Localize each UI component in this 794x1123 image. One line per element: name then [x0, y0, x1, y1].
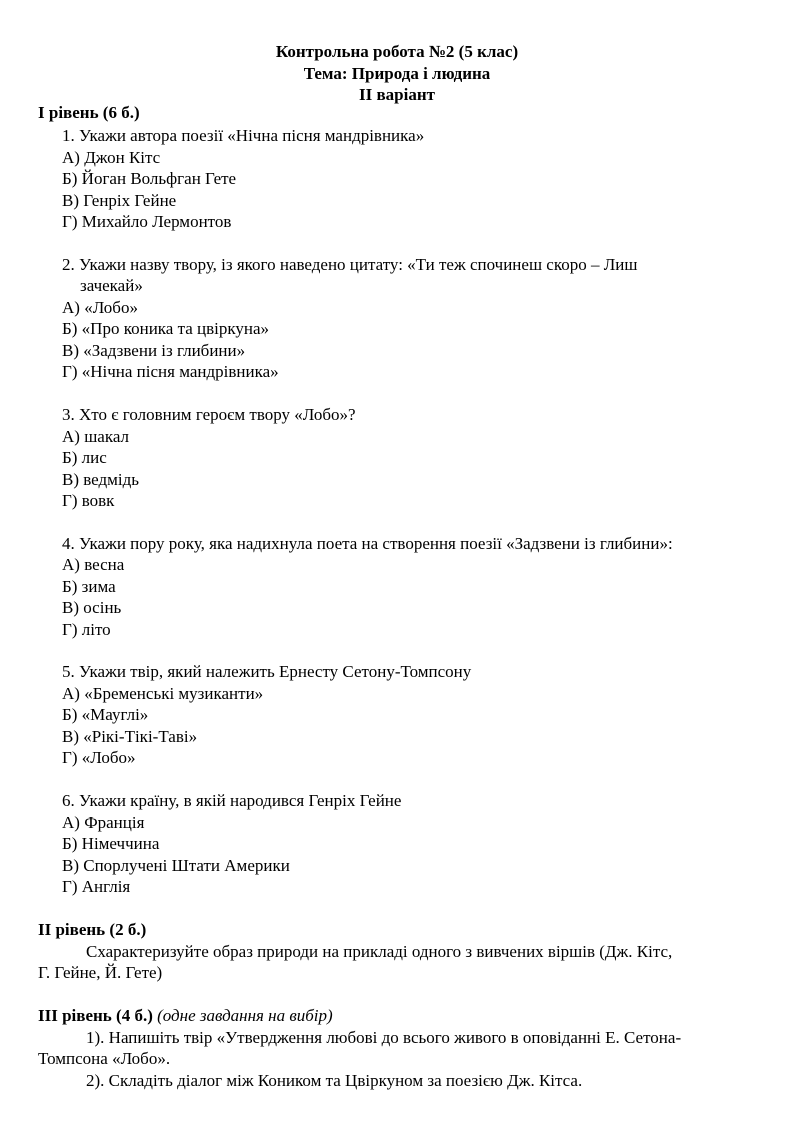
level2-task-line1: Схарактеризуйте образ природи на прикладі одного з вивчених віршів (Дж. Кітс, [86, 942, 673, 961]
level2-heading: ІІ рівень (2 б.) [38, 920, 147, 939]
document-theme: Тема: Природа і людина [303, 63, 491, 83]
level2-task-line2: Г. Гейне, Й. Гете) [38, 963, 163, 982]
q4-option-b: Б) зима [62, 577, 116, 596]
q2-option-d: Г) «Нічна пісня мандрівника» [62, 362, 279, 381]
q6-option-d: Г) Англія [62, 877, 131, 896]
question-3: 3. Хто є головним героєм твору «Лобо»? [62, 405, 356, 424]
document-title: Контрольна робота №2 (5 клас) [275, 42, 519, 61]
level1-heading: І рівень (6 б.) [38, 103, 140, 122]
level3-task1-line2: Томпсона «Лобо». [38, 1049, 171, 1068]
q4-option-c: В) осінь [62, 598, 122, 617]
q5-option-c: В) «Рікі-Тікі-Таві» [62, 727, 198, 746]
q1-option-a: А) Джон Кітс [62, 148, 161, 167]
question-5: 5. Укажи твір, який належить Ернесту Сетону-Томпсону [62, 662, 472, 681]
q6-option-b: Б) Німеччина [62, 834, 160, 853]
q5-option-b: Б) «Мауглі» [62, 705, 149, 724]
level3-task1-line1: 1). Напишіть твір «Утвердження любові до всього живого в оповіданні Е. Сетона- [86, 1028, 682, 1047]
q6-option-a: А) Франція [62, 813, 145, 832]
document-header [0, 41, 794, 106]
level3-task2: 2). Складіть діалог між Коником та Цвіркуном за поезією Дж. Кітса. [86, 1071, 583, 1090]
question-1: 1. Укажи автора поезії «Нічна пісня мандрівника» [62, 126, 425, 145]
level3-note: (одне завдання на вибір) [157, 1006, 333, 1025]
level3-heading: ІІІ рівень (4 б.) [38, 1006, 153, 1025]
q5-option-d: Г) «Лобо» [62, 748, 136, 767]
question-6: 6. Укажи країну, в якій народився Генріх Гейне [62, 791, 402, 810]
question-2: 2. Укажи назву твору, із якого наведено цитату: «Ти теж спочинеш скоро – Лиш [62, 255, 638, 274]
q2-option-c: В) «Задзвени із глибини» [62, 341, 246, 360]
q3-option-d: Г) вовк [62, 491, 115, 510]
q4-option-a: А) весна [62, 555, 125, 574]
q2-option-b: Б) «Про коника та цвіркуна» [62, 319, 270, 338]
document-variant: ІІ варіант [359, 85, 435, 104]
q4-option-d: Г) літо [62, 620, 111, 639]
q5-option-a: А) «Бременські музиканти» [62, 684, 264, 703]
q2-option-a: А) «Лобо» [62, 298, 138, 317]
q1-option-d: Г) Михайло Лермонтов [62, 212, 232, 231]
question-2-continuation: зачекай» [80, 276, 143, 295]
q3-option-c: В) ведмідь [62, 470, 140, 489]
question-4: 4. Укажи пору року, яка надихнула поета на створення поезії «Задзвени із глибини»: [62, 534, 673, 553]
q1-option-b: Б) Йоган Вольфган Гете [62, 169, 237, 188]
q3-option-a: А) шакал [62, 427, 130, 446]
level3-heading-line [38, 1005, 333, 1027]
q6-option-c: В) Спорлучені Штати Америки [62, 856, 290, 875]
q1-option-c: В) Генріх Гейне [62, 191, 177, 210]
q3-option-b: Б) лис [62, 448, 107, 467]
